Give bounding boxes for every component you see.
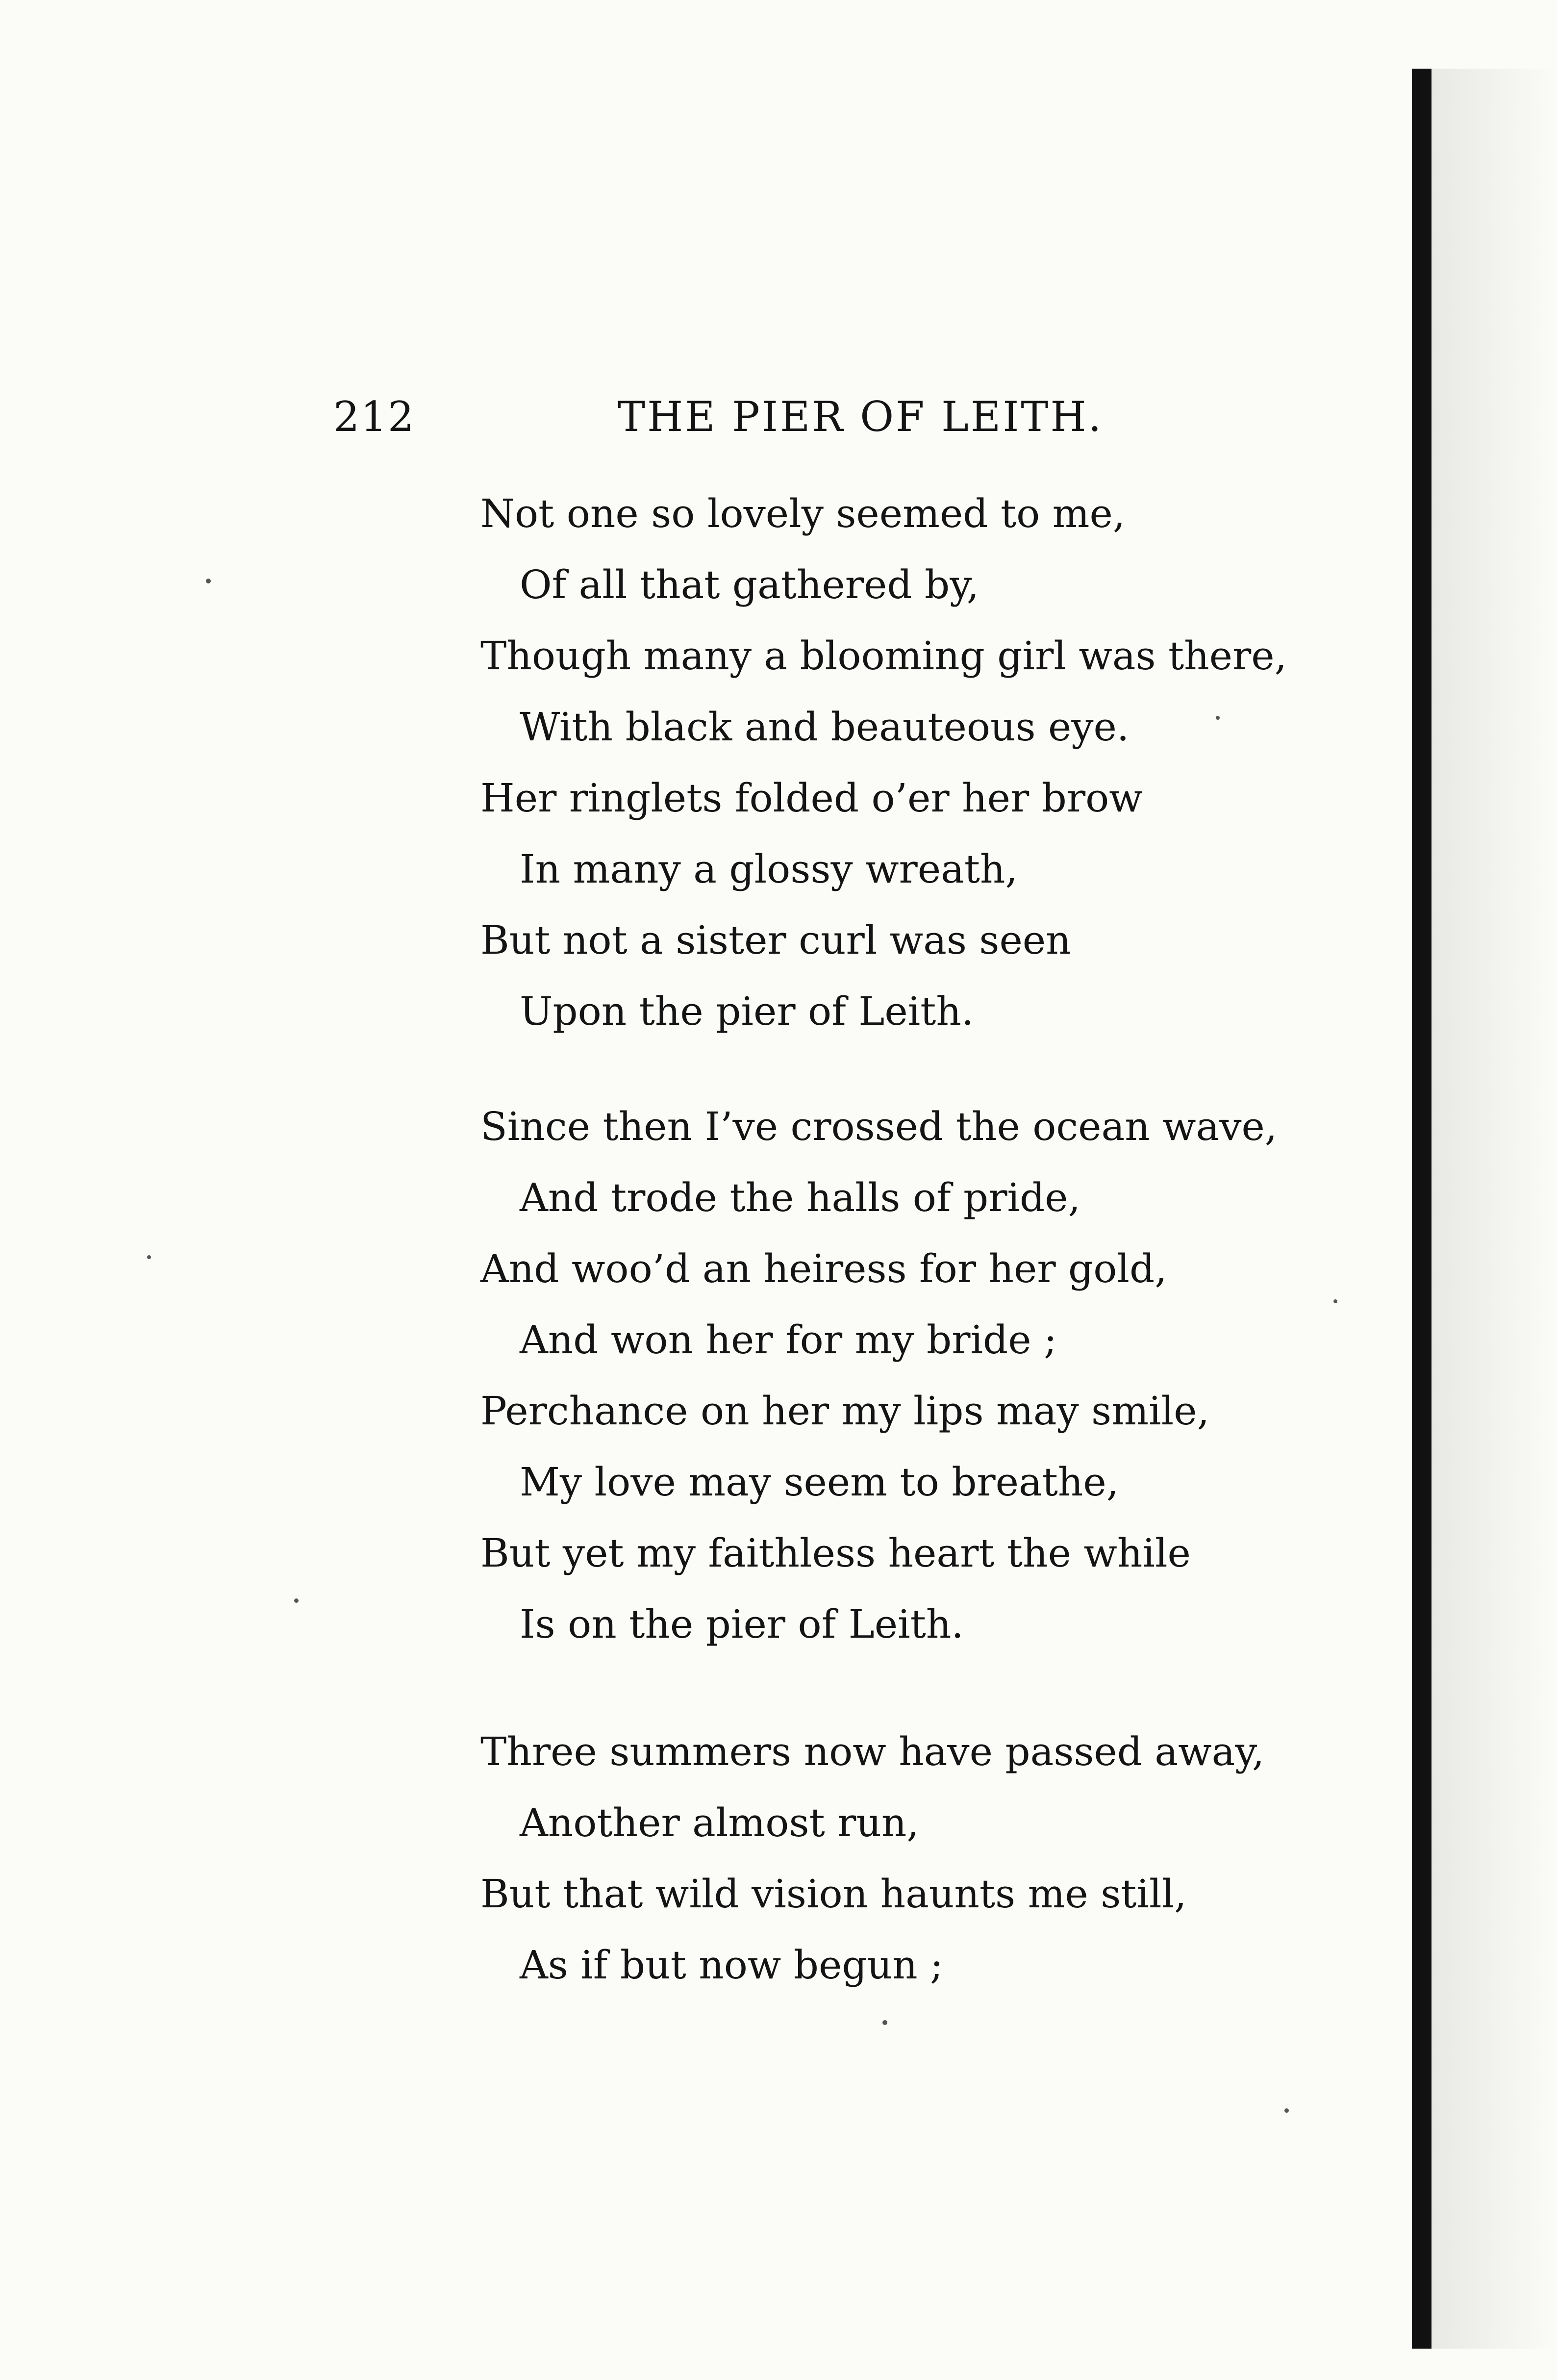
verse-line: And woo’d an heiress for her gold, (480, 1246, 1167, 1291)
running-title: THE PIER OF LEITH. (618, 393, 1104, 441)
paper-speck (1284, 2108, 1289, 2113)
verse-line: Though many a blooming girl was there, (480, 633, 1287, 679)
page-number: 212 (333, 393, 415, 441)
verse-line: Three summers now have passed away, (480, 1729, 1265, 1774)
verse-line: My love may seem to breathe, (520, 1459, 1119, 1505)
paper-speck (206, 579, 211, 583)
verse-line: But not a sister curl was seen (480, 917, 1071, 963)
verse-line: Perchance on her my lips may smile, (480, 1388, 1209, 1434)
paper-speck (294, 1598, 299, 1603)
paper-speck (147, 1255, 151, 1259)
verse-line: Another almost run, (520, 1800, 919, 1846)
verse-line: Since then I’ve crossed the ocean wave, (480, 1104, 1278, 1149)
verse-line: Not one so lovely seemed to me, (480, 491, 1126, 536)
page-header (0, 387, 1557, 446)
verse-line: But that wild vision haunts me still, (480, 1871, 1187, 1917)
paper-speck (882, 2020, 887, 2025)
verse-line: As if but now begun ; (520, 1942, 943, 1988)
verse-line: And trode the halls of pride, (520, 1175, 1081, 1220)
verse-line: In many a glossy wreath, (520, 846, 1018, 892)
verse-line: Is on the pier of Leith. (520, 1601, 964, 1647)
stanza-2 (480, 1091, 1412, 1660)
verse-line: With black and beauteous eye. (520, 704, 1130, 750)
verse-line: But yet my faithless heart the while (480, 1530, 1191, 1576)
stanza-3 (480, 1716, 1412, 2000)
stanza-1 (480, 478, 1412, 1047)
verse-line: Upon the pier of Leith. (520, 988, 974, 1034)
verse-line: Her ringlets folded o’er her brow (480, 775, 1143, 821)
verse-line: And won her for my bride ; (520, 1317, 1057, 1363)
paper-speck (1333, 1299, 1337, 1303)
verse-line: Of all that gathered by, (520, 562, 979, 608)
paper-speck (1216, 716, 1220, 720)
